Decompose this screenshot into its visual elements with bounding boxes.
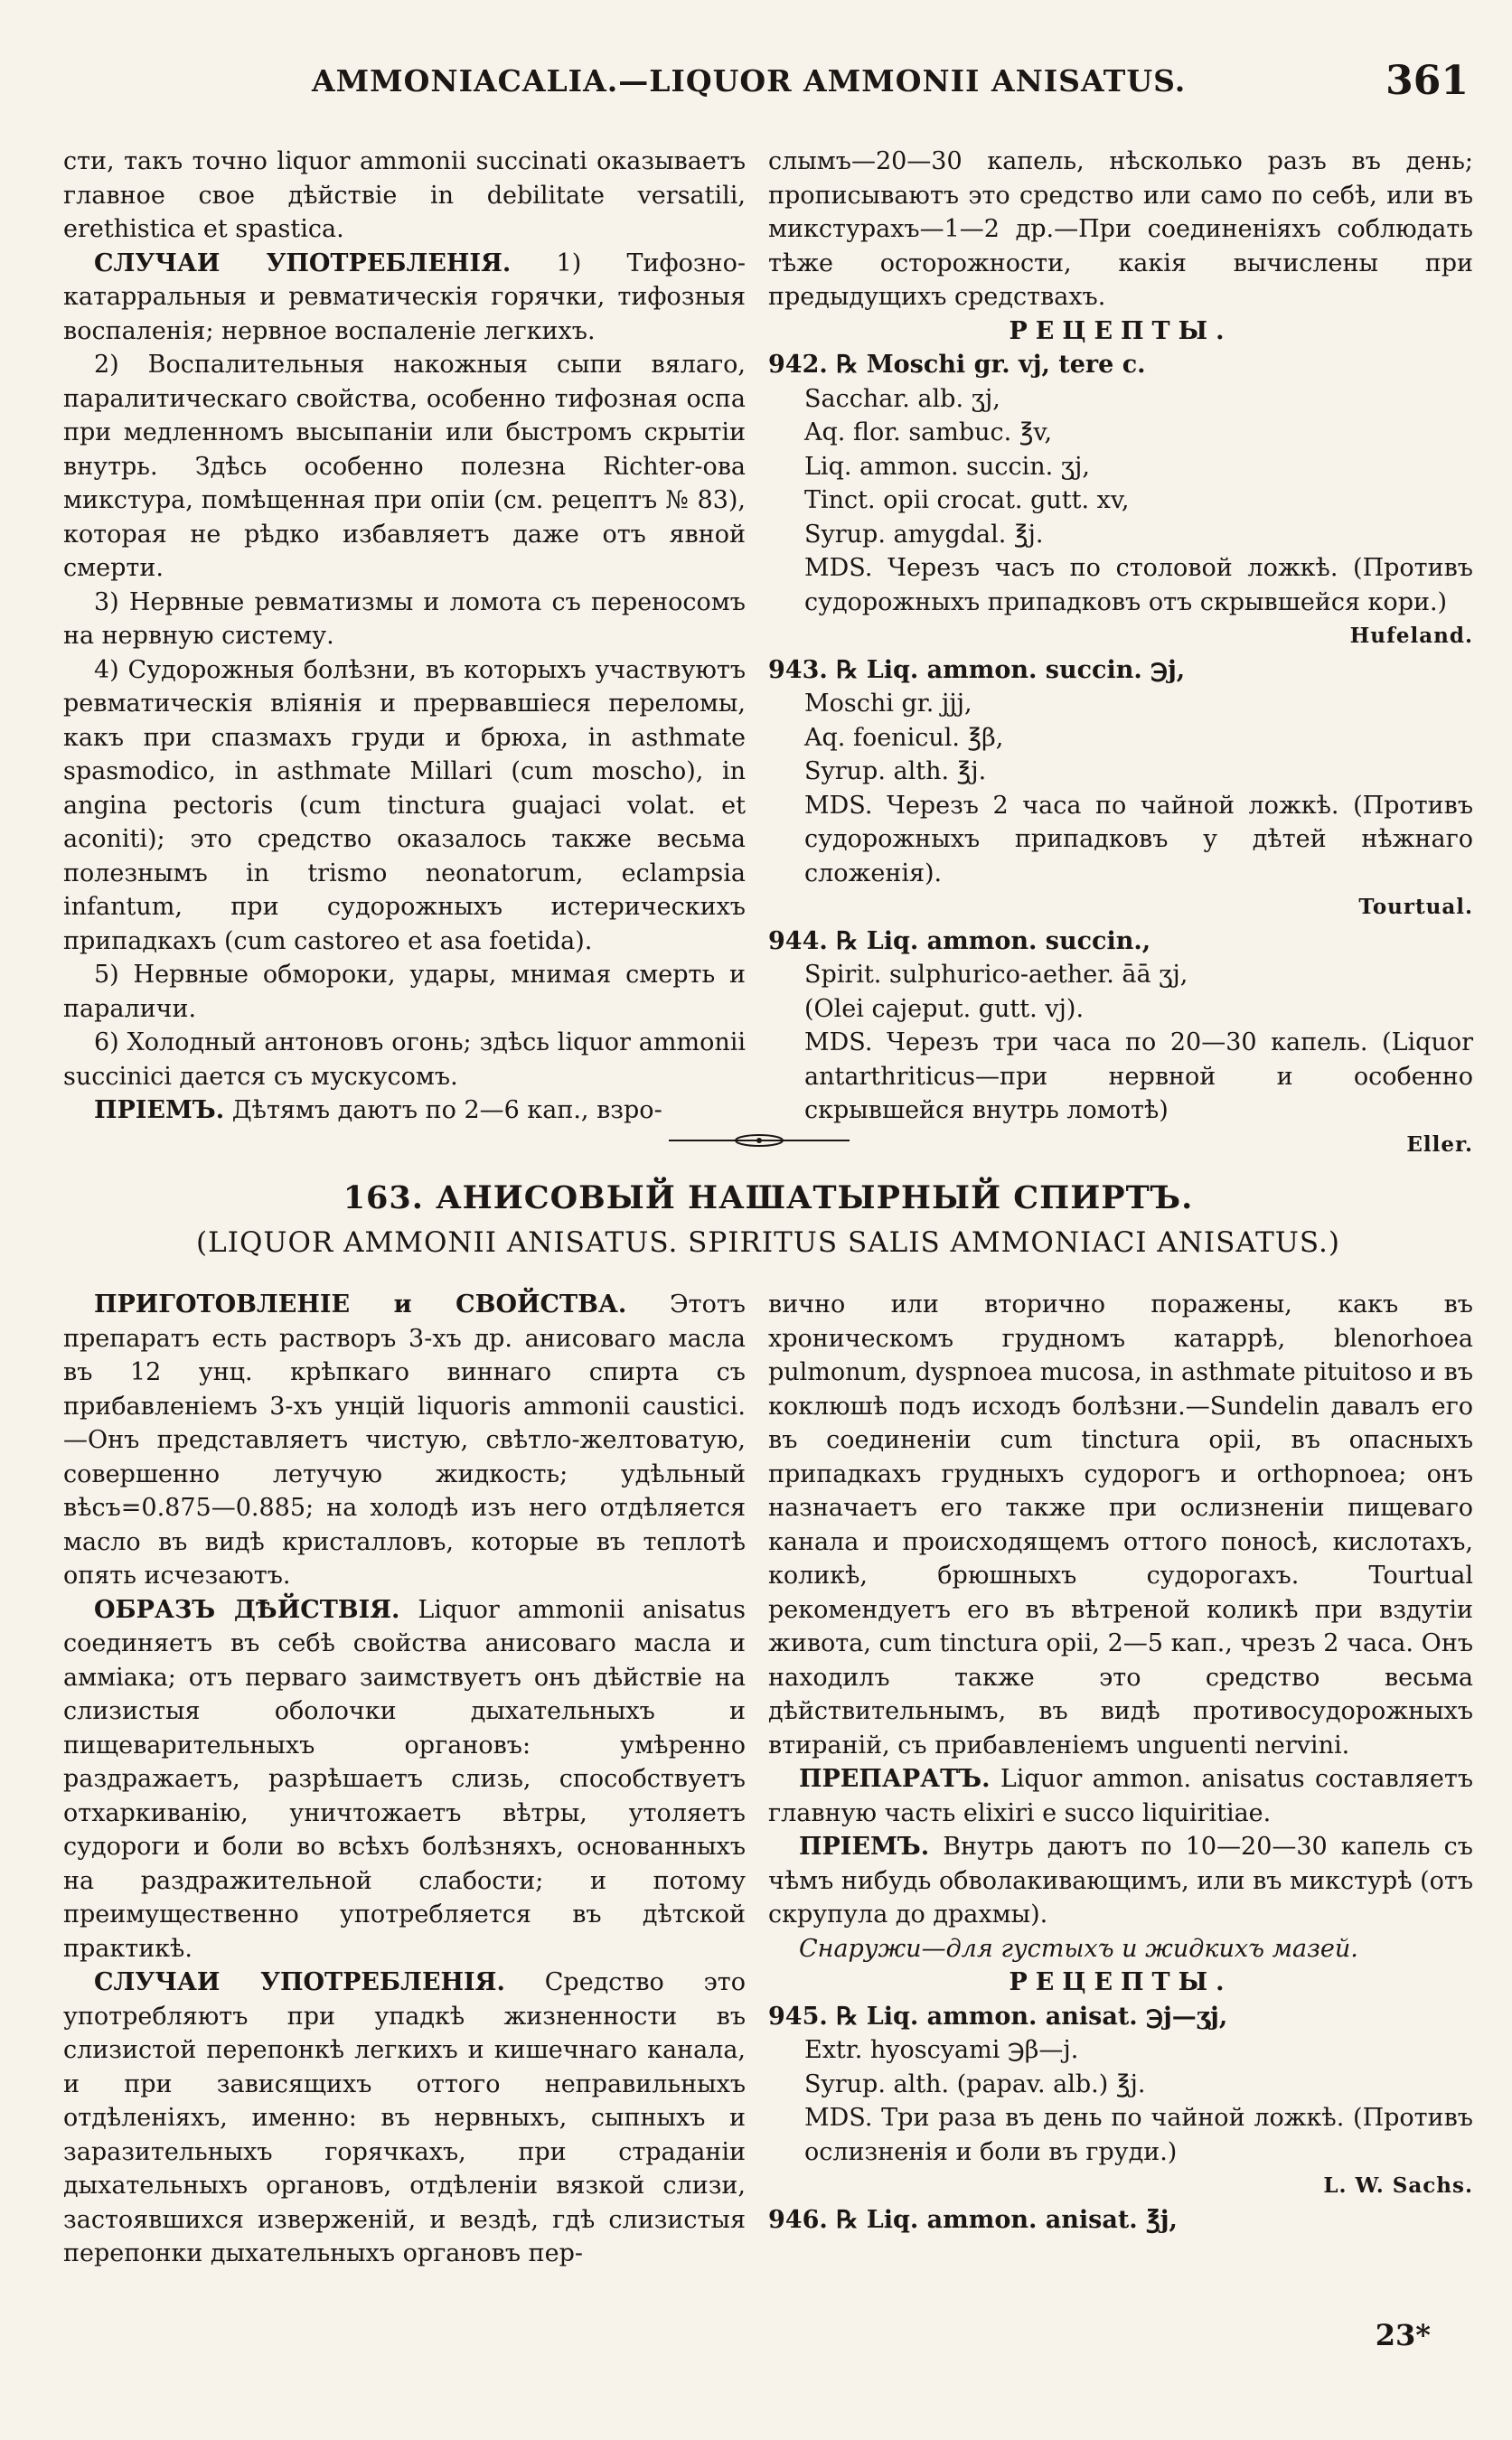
recipe-line: Aq. flor. sambuc. ℥v, bbox=[804, 418, 1053, 446]
paragraph: Снаружи—для густыхъ и жидкихъ мазей. bbox=[799, 1934, 1358, 1963]
recipe-line: Liq. ammon. succin. ʒj, bbox=[804, 452, 1090, 481]
section-heading: СЛУЧАИ УПОТРЕБЛЕНІЯ. bbox=[94, 1968, 505, 1996]
ornament-divider bbox=[669, 1131, 850, 1150]
recipe-instruction: MDS. Черезъ 2 часа по чайной ложкѣ. (Противъ судорожныхъ припадковъ у дѣтей нѣжнаго сложенія). bbox=[804, 791, 1473, 887]
paragraph: вично или вторично поражены, какъ въ хроническомъ грудномъ катаррѣ, blenorhoea pulmonum, dyspnoea mucosa, in asthmate pituitoso и въ коклюшѣ подъ исходъ болѣзни.—Sundelin давалъ его въ соединеніи cum tinctura opii, въ опасныхъ припадкахъ грудныхъ судорогъ и orthopnoea; онъ назначаетъ его также при ослизненіи пищеваго канала и происходящемъ оттого поносѣ, кислотахъ, коликѣ, брюшныхъ судорогахъ. Tourtual рекомендуетъ его въ вѣтреной коликѣ при вздутіи живота, cum tinctura opii, 2—5 кап., чрезъ 2 часа. Онъ находилъ также это средство весьма дѣйствительнымъ, въ видѣ противосудорожныхъ втираній, съ прибавленіемъ unguenti nervini. bbox=[768, 1290, 1473, 1760]
recipe-line: Syrup. alth. (papav. alb.) ℥j. bbox=[804, 2069, 1146, 2098]
recipe-line: 943. ℞ Liq. ammon. succin. ℈j, bbox=[768, 655, 1186, 684]
recipe-line: 944. ℞ Liq. ammon. succin., bbox=[768, 926, 1151, 955]
paragraph bbox=[63, 1093, 746, 1128]
paragraph: 3) Нервные ревматизмы и ломота съ переносомъ на нервную систему. bbox=[63, 587, 746, 650]
recipe-author: Tourtual. bbox=[1358, 895, 1473, 919]
recipe-line: Moschi gr. jjj, bbox=[804, 690, 972, 718]
page-header bbox=[312, 58, 1469, 112]
recipe-author: L. W. Sachs. bbox=[1323, 2173, 1473, 2198]
section-heading: СЛУЧАИ УПОТРЕБЛЕНІЯ. bbox=[94, 249, 512, 277]
text: Liquor ammonii anisatus соединяетъ въ себѣ свойства анисоваго масла и аммiака; отъ перваго заимствуетъ онъ дѣйствіе на слизистыя оболочки дыхательныхъ и пищеварительныхъ органовъ: умѣренно раздражаетъ, разрѣшаетъ слизь, способствуетъ отхаркиванію, уничтожаетъ вѣтры, утоляетъ судороги и боли во всѣхъ болѣзняхъ, основанныхъ на раздражительной слабости; и потому преимущественно употребляется въ дѣтской практикѣ. bbox=[63, 1595, 746, 1963]
section-title: 163. АНИСОВЫЙ НАШАТЫРНЫЙ СПИРТЪ. bbox=[343, 1179, 1194, 1216]
recipe-line: Spirit. sulphurico-aether. āā ʒj, bbox=[804, 961, 1188, 989]
paragraph bbox=[63, 247, 746, 349]
text: Внутрь даютъ по 10—20—30 капель съ чѣмъ нибудь обволакивающимъ, или въ микстурѣ (отъ скрупула до драхмы). bbox=[768, 1833, 1473, 1929]
recipe-line: Tinct. opii crocat. gutt. xv, bbox=[804, 486, 1130, 514]
text: Дѣтямъ даютъ по 2—6 кап., взро- bbox=[231, 1096, 662, 1124]
recipe-line: 946. ℞ Liq. ammon. anisat. ℥j, bbox=[768, 2205, 1178, 2234]
paragraph: слымъ—20—30 капель, нѣсколько разъ въ день; прописываютъ это средство или само по себѣ, или въ микстурахъ—1—2 др.—При соединеніяхъ соблюдать тѣже осторожности, какія вычислены при предыдущихъ средствахъ. bbox=[768, 147, 1473, 311]
paragraph: 4) Судорожныя болѣзни, въ которыхъ участвуютъ ревматическія вліянія и прервавшіеся переломы, какъ при спазмахъ груди и брюха, in asthmate spasmodico, in asthmate Millari (cum moscho), in angina pectoris (cum tinctura guajaci volat. et aconiti); это средство оказалось также весьма полезнымъ in trismo neonatorum, eclampsia infantum, при судорожныхъ истерическихъ припадкахъ (cum castoreo et asa foetida). bbox=[63, 655, 746, 955]
recipe-line: Syrup. amygdal. ℥j. bbox=[804, 520, 1044, 549]
text: Liquor ammon. anisatus составляетъ главную часть elixiri e succo liquiritiae. bbox=[768, 1765, 1473, 1827]
recipes-heading: РЕЦЕПТЫ. bbox=[1009, 1968, 1233, 1996]
running-title: AMMONIACALIA.—LIQUOR AMMONII ANISATUS. bbox=[312, 63, 1187, 99]
paragraph bbox=[768, 1830, 1473, 1932]
recipe-instruction: MDS. Три раза въ день по чайной ложкѣ. (Противъ ослизненія и боли въ груди.) bbox=[804, 2104, 1473, 2166]
paragraph bbox=[768, 1762, 1473, 1830]
page-number: 361 bbox=[1385, 58, 1469, 104]
recipe-author: Hufeland. bbox=[1349, 624, 1473, 648]
paragraph bbox=[63, 1288, 746, 1593]
paragraph: 5) Нервные обмороки, удары, мнимая смерть и параличи. bbox=[63, 961, 746, 1023]
recipe-instruction: MDS. Черезъ часъ по столовой ложкѣ. (Противъ судорожныхъ припадковъ отъ скрывшейся кори.) bbox=[804, 554, 1473, 616]
text: Этотъ препаратъ есть растворъ 3-хъ др. анисоваго масла въ 12 унц. крѣпкаго виннаго спирта съ прибавленіемъ 3-хъ унцій liquoris ammonii caustici.—Онъ представляетъ чистую, свѣтло-желтоватую, совершенно летучую жидкость; удѣльный вѣсъ=0.875—0.885; на холодѣ изъ него отдѣляется масло въ видѣ кристалловъ, которые въ теплотѣ опять исчезаютъ. bbox=[63, 1290, 746, 1590]
section-heading: ПРІЕМЪ. bbox=[799, 1833, 930, 1861]
column-bottom-right bbox=[768, 1288, 1473, 2318]
column-bottom-left bbox=[63, 1288, 746, 2318]
recipe-line: Aq. foenicul. ℥β, bbox=[804, 723, 1004, 752]
recipe-line: Extr. hyosсyami ℈β—j. bbox=[804, 2036, 1079, 2064]
recipe-line: Sacchar. alb. ʒj, bbox=[804, 384, 1000, 413]
text: 1) Тифозно-катарральныя и ревматическія горячки, тифозныя воспаленія; нервное воспаленіе легкихъ. bbox=[63, 249, 746, 345]
recipes-heading: РЕЦЕПТЫ. bbox=[1009, 316, 1233, 345]
section-heading: ПРИГОТОВЛЕНІЕ и СВОЙСТВА. bbox=[94, 1290, 627, 1319]
column-top-right bbox=[768, 145, 1473, 1157]
recipe-instruction: MDS. Черезъ три часа по 20—30 капель. (Liquor antarthriticus—при нервной и особенно скрывшейся внутрь ломотѣ) bbox=[804, 1028, 1473, 1124]
paragraph bbox=[63, 1966, 746, 2271]
section-heading: ОБРАЗЪ ДѢЙСТВІЯ. bbox=[94, 1595, 400, 1624]
recipe-line: Syrup. alth. ℥j. bbox=[804, 757, 987, 785]
recipe-author: Eller. bbox=[1406, 1131, 1473, 1157]
section-heading: ПРЕПАРАТЪ. bbox=[799, 1765, 991, 1793]
paragraph: 2) Воспалительныя накожныя сыпи вялаго, паралитическаго свойства, особенно тифозная оспа при медленномъ высыпаніи или быстромъ скрытіи внутрь. Здѣсь особенно полезна Richter-ова микстура, помѣщенная при опіи (см. рецептъ № 83), которая не рѣдко избавляетъ даже отъ явной смерти. bbox=[63, 351, 746, 582]
section-subtitle: (LIQUOR AMMONII ANISATUS. SPIRITUS SALIS AMMONIACI ANISATUS.) bbox=[196, 1226, 1340, 1259]
paragraph: сти, такъ точно liquor ammonii succinati оказываетъ главное свое дѣйствіе in debilitate versatili, erethistica et spastica. bbox=[63, 147, 746, 243]
text: Средство это употребляютъ при упадкѣ жизненности въ слизистой перепонкѣ легкихъ и кишечнаго канала, и при зависящихъ оттого неправильныхъ отдѣленіяхъ, именно: въ нервныхъ, сыпныхъ и заразительныхъ горячкахъ, при страданіи дыхательныхъ органовъ, отдѣленіи вязкой слизи, застоявшихся изверженій, и вездѣ, гдѣ слизистыя перепонки дыхательныхъ органовъ пер- bbox=[63, 1968, 746, 2267]
recipe-line: 942. ℞ Moschi gr. vj, tere c. bbox=[768, 351, 1146, 379]
recipe-line: 945. ℞ Liq. ammon. anisat. ℈j—ʒj, bbox=[768, 2002, 1228, 2031]
column-top-left bbox=[63, 145, 746, 1124]
section-heading: ПРІЕМЪ. bbox=[94, 1096, 225, 1124]
recipe-line: (Olei cajeput. gutt. vj). bbox=[804, 994, 1085, 1023]
paragraph bbox=[63, 1593, 746, 1966]
signature-mark: 23* bbox=[1375, 2318, 1431, 2352]
paragraph: 6) Холодный антоновъ огонь; здѣсь liquor ammonii succinici дается съ мускусомъ. bbox=[63, 1028, 746, 1091]
